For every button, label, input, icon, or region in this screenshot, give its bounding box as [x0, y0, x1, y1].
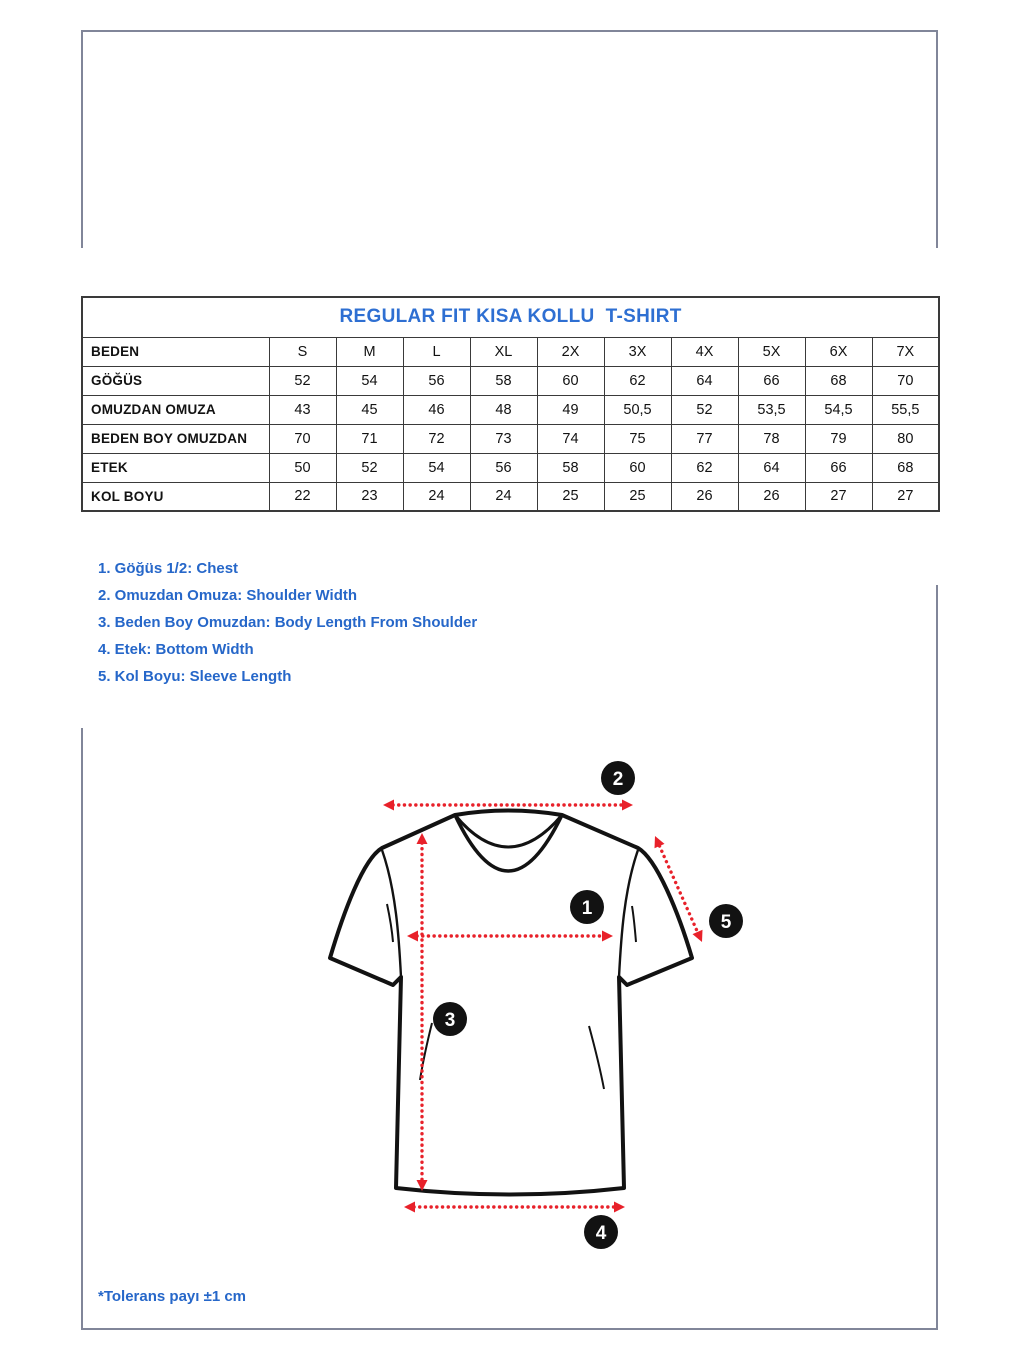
tolerance-note: *Tolerans payı ±1 cm — [98, 1288, 247, 1305]
size-header-value-4: XL — [470, 337, 537, 366]
measure-5-value-1: 22 — [269, 482, 336, 511]
measure-5-row — [82, 482, 939, 511]
measure-5-value-4: 24 — [470, 482, 537, 511]
frame-line-left — [81, 728, 83, 1330]
measure-4-value-10: 68 — [872, 453, 939, 482]
measure-2-label: OMUZDAN OMUZA — [82, 395, 269, 424]
size-header-value-7: 4X — [671, 337, 738, 366]
svg-text:4: 4 — [595, 1223, 607, 1244]
measure-5-value-5: 25 — [537, 482, 604, 511]
measurement-legend — [98, 561, 477, 696]
size-header-row — [82, 337, 939, 366]
measure-4-value-9: 66 — [805, 453, 872, 482]
tshirt-outline — [330, 811, 692, 1195]
measure-2-value-10: 55,5 — [872, 395, 939, 424]
measure-4-value-4: 56 — [470, 453, 537, 482]
top-frame — [81, 30, 938, 248]
measure-3-value-8: 78 — [738, 424, 805, 453]
measure-2-value-5: 49 — [537, 395, 604, 424]
svg-text:2: 2 — [612, 769, 624, 790]
measure-3-value-2: 71 — [336, 424, 403, 453]
measure-3-value-6: 75 — [604, 424, 671, 453]
measure-2-value-8: 53,5 — [738, 395, 805, 424]
legend-item-4: 4. Etek: Bottom Width — [98, 641, 254, 658]
measure-2-value-7: 52 — [671, 395, 738, 424]
measure-2-value-3: 46 — [403, 395, 470, 424]
size-header-value-6: 3X — [604, 337, 671, 366]
frame-line-right — [936, 585, 938, 1330]
size-header-value-5: 2X — [537, 337, 604, 366]
measure-2-value-1: 43 — [269, 395, 336, 424]
measure-1-value-8: 66 — [738, 366, 805, 395]
measure-2-row — [82, 395, 939, 424]
measure-4-label: ETEK — [82, 453, 269, 482]
table-title-row — [82, 297, 939, 337]
measure-1-value-2: 54 — [336, 366, 403, 395]
marker-2 — [601, 761, 635, 795]
measure-4-value-3: 54 — [403, 453, 470, 482]
measure-1-value-5: 60 — [537, 366, 604, 395]
measure-4-value-1: 50 — [269, 453, 336, 482]
measure-5-value-9: 27 — [805, 482, 872, 511]
measure-1-value-9: 68 — [805, 366, 872, 395]
table-title-text: REGULAR FIT KISA KOLLU T-SHIRT — [339, 306, 682, 328]
size-header-value-1: S — [269, 337, 336, 366]
measure-arrow-bottom — [404, 1202, 625, 1213]
measure-1-value-3: 56 — [403, 366, 470, 395]
size-header-value-3: L — [403, 337, 470, 366]
measure-1-value-1: 52 — [269, 366, 336, 395]
svg-text:1: 1 — [581, 898, 593, 919]
measure-3-row — [82, 424, 939, 453]
measure-2-value-4: 48 — [470, 395, 537, 424]
size-table — [81, 296, 940, 512]
measure-5-value-10: 27 — [872, 482, 939, 511]
measure-1-value-6: 62 — [604, 366, 671, 395]
measure-5-value-8: 26 — [738, 482, 805, 511]
marker-4 — [584, 1215, 618, 1249]
size-header-value-8: 5X — [738, 337, 805, 366]
legend-item-5: 5. Kol Boyu: Sleeve Length — [98, 668, 292, 685]
measure-1-label: GÖĞÜS — [82, 366, 269, 395]
measure-5-value-6: 25 — [604, 482, 671, 511]
marker-1 — [570, 890, 604, 924]
measure-1-row — [82, 366, 939, 395]
svg-text:5: 5 — [720, 912, 732, 933]
size-header-value-2: M — [336, 337, 403, 366]
measure-3-label: BEDEN BOY OMUZDAN — [82, 424, 269, 453]
legend-item-2: 2. Omuzdan Omuza: Shoulder Width — [98, 587, 358, 604]
measure-4-value-7: 62 — [671, 453, 738, 482]
measure-5-value-7: 26 — [671, 482, 738, 511]
measure-4-value-8: 64 — [738, 453, 805, 482]
frame-line-bottom — [81, 1328, 938, 1330]
legend-item-1: 1. Göğüs 1/2: Chest — [98, 560, 239, 577]
measure-5-value-3: 24 — [403, 482, 470, 511]
measure-3-value-5: 74 — [537, 424, 604, 453]
legend-item-3: 3. Beden Boy Omuzdan: Body Length From Shoulder — [98, 614, 478, 631]
measure-3-value-10: 80 — [872, 424, 939, 453]
measure-1-value-10: 70 — [872, 366, 939, 395]
measure-4-row — [82, 453, 939, 482]
measure-1-value-7: 64 — [671, 366, 738, 395]
tshirt-measurement-diagram — [315, 758, 755, 1258]
measure-2-value-9: 54,5 — [805, 395, 872, 424]
measure-2-value-2: 45 — [336, 395, 403, 424]
measure-4-value-6: 60 — [604, 453, 671, 482]
measure-4-value-5: 58 — [537, 453, 604, 482]
svg-text:3: 3 — [444, 1010, 456, 1031]
marker-5 — [709, 904, 743, 938]
measure-2-value-6: 50,5 — [604, 395, 671, 424]
size-header-value-9: 6X — [805, 337, 872, 366]
size-header-label: BEDEN — [82, 337, 269, 366]
measure-5-label: KOL BOYU — [82, 482, 269, 511]
measure-3-value-7: 77 — [671, 424, 738, 453]
measure-3-value-1: 70 — [269, 424, 336, 453]
table-title — [82, 297, 939, 337]
measure-3-value-3: 72 — [403, 424, 470, 453]
measure-3-value-4: 73 — [470, 424, 537, 453]
measure-5-value-2: 23 — [336, 482, 403, 511]
size-header-value-10: 7X — [872, 337, 939, 366]
marker-3 — [433, 1002, 467, 1036]
measure-3-value-9: 79 — [805, 424, 872, 453]
measure-4-value-2: 52 — [336, 453, 403, 482]
measure-1-value-4: 58 — [470, 366, 537, 395]
